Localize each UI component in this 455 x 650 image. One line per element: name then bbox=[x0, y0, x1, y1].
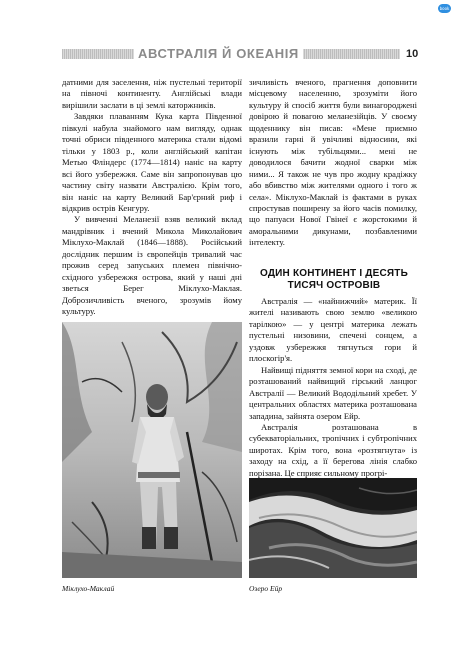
paragraph: датними для заселення, ніж пустельні території на півночі континенту. Англійські влади вирішили заслати в ці землі каторжників. bbox=[62, 77, 242, 110]
section-body bbox=[249, 296, 417, 479]
header-title: АВСТРАЛІЯ Й ОКЕАНІЯ bbox=[134, 46, 303, 62]
caption-portrait: Міклухо-Маклай bbox=[62, 584, 115, 593]
caption-lake: Озеро Ейр bbox=[249, 584, 283, 593]
paragraph: Найвищі підняття земної кори на сході, де розташований найвищий гірський ланцюг Австралії — Великий Вододільний хребет. У центральних областях материка розташована западина, зайнята озером Ейр. bbox=[249, 364, 417, 421]
corner-badge: book bbox=[439, 6, 450, 11]
page-number: 10 bbox=[406, 48, 419, 60]
page-header bbox=[62, 46, 400, 62]
section-heading: ОДИН КОНТИНЕНТ І ДЕСЯТЬ ТИСЯЧ ОСТРОВІВ bbox=[259, 268, 408, 291]
left-column bbox=[62, 77, 242, 318]
paragraph: Завдяки плаванням Кука карта Південної півкулі набула знайомого нам вигляду, однак точні обриси південного материка стали відомі тільки у 1803 р., коли англійський капітан Метью Фліндерс (1774—1814) наніс на карту всі його узбережжя. Саме він запропонував цю частину світу назвати Австралією. Крім того, він наніс на карту Великий Бар'єрний риф і відкрив острів Кенгуру. bbox=[62, 111, 242, 213]
lake-photo bbox=[249, 478, 417, 578]
paragraph: У вивченні Меланезії взяв великий вклад мандрівник і вчений Микола Миколайович Міклухо-Маклай (1846—1888). Російський дослідник першим із європейців тривалий час прожив серед запуських племен північно-східного узбережжя острова, який у наші дні зветься Берег Міклухо-Маклая. Доброзичливість вченого, зрозумів йому культуру. bbox=[62, 214, 242, 317]
paragraph: Австралія розташована в субекваторіальних, тропічних і субтропічних широтах. Крім того, вона «розтягнута» із заходу на схід, а її берегова лінія слабко порізана. Це сприяє сильному прогрі- bbox=[249, 421, 417, 478]
paragraph: зичливість вченого, прагнення доповнити місцевому населенню, зрозуміти його культуру й спосіб життя були винагороджені довірою й повагою меланезійців. У своєму щоденнику він писав: «Мене приємно вразили гарні й увічливі відносини, які існують між тубільцями... мені не доводилося бачити жодної сварки між ними... Я також не чув про жодну крадіжку або вбивство між жителями одного і того ж села». Міклухо-Маклай із фактами в руках спростував поширену за його часів помилку, що папуаси Нової Гвінеї є жорстокими й аморальними дикунами, позбавленими інтелекту. bbox=[249, 77, 417, 248]
paragraph: Австралія — «найнижчий» материк. Її жителі називають свою землю «великою тарілкою» — у центрі материка лежать пустельні низовини, спечені сонцем, а уздовж узбережжя тягнуться гори й плоскогір'я. bbox=[249, 296, 417, 364]
portrait-photo bbox=[62, 322, 242, 578]
right-column-top bbox=[249, 77, 417, 249]
